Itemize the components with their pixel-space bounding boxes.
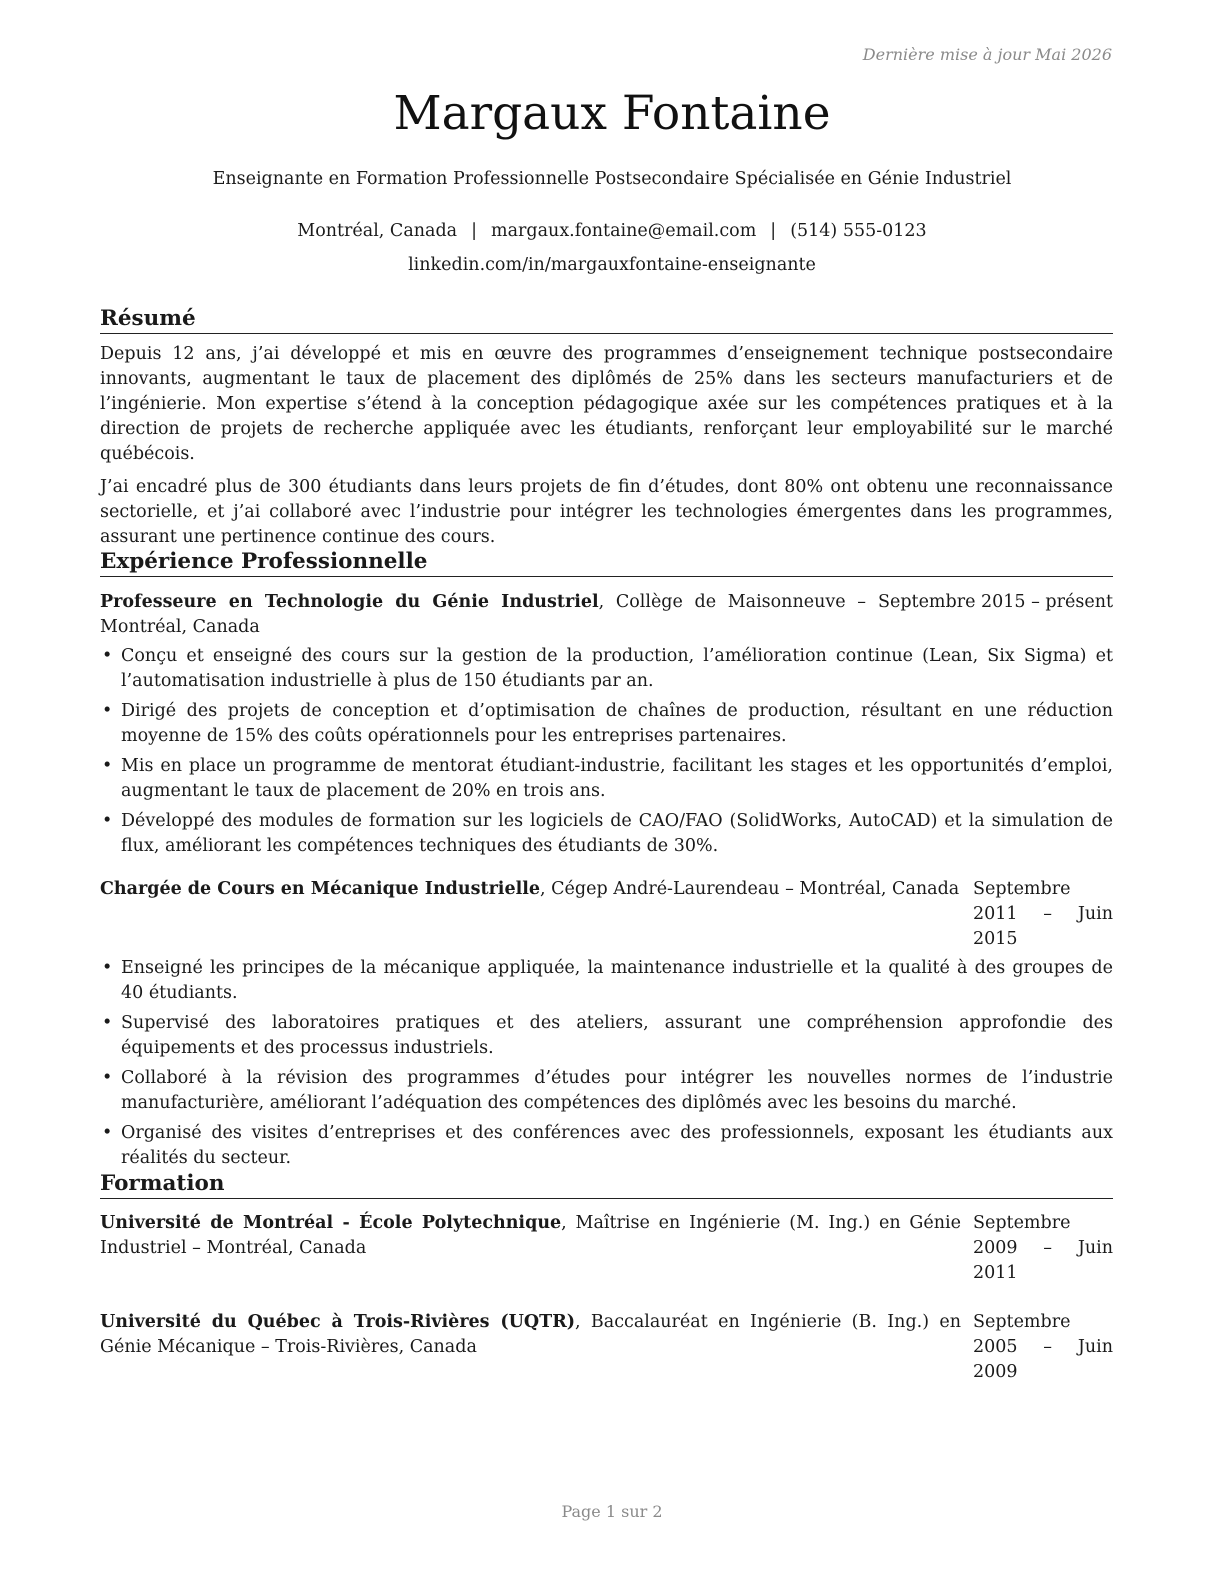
job-entry [100, 877, 1113, 1171]
summary-paragraph: Depuis 12 ans, j’ai développé et mis en œuvre des programmes d’enseignement technique postsecondaire innovants, augmentant le taux de placement des diplômés de 25% dans les secteurs manufacturiers et de l’ingénierie. Mon expertise s’étend à la conception pédagogique axée sur les compétences pratiques et à la direction de projets de recherche appliquée avec les étudiants, renforçant leur employabilité sur le marché québécois. [100, 344, 1113, 464]
bullet-icon: • [102, 1123, 113, 1143]
bullet-text: Collaboré à la révision des programmes d’études pour intégrer les nouvelles normes de l’industrie manufacturière, améliorant l’adéquation des compétences des diplômés avec les besoins du marché. [121, 1068, 1113, 1113]
degree: , Maîtrise en Ingénierie (M. Ing.) en Génie Industriel – Montréal, Canada [100, 1213, 961, 1258]
education-entry [100, 1310, 1113, 1385]
page-number: Page 1 sur 2 [561, 1502, 663, 1521]
list-item [100, 956, 1113, 1006]
education-dates: Septembre 2009 – Juin 2011 [973, 1213, 1113, 1283]
job-title-line [100, 590, 878, 640]
list-item [100, 1121, 1113, 1171]
section-title-education: Formation [100, 1170, 1113, 1199]
job-header [100, 590, 1113, 640]
section-title-experience: Expérience Professionnelle [100, 548, 1113, 577]
bullet-text: Dirigé des projets de conception et d’optimisation de chaînes de production, résultant en une réduction moyenne de 15% des coûts opérationnels pour les entreprises partenaires. [121, 701, 1113, 746]
job-org: , Cégep André-Laurendeau – Montréal, Canada [540, 879, 960, 899]
tagline: Enseignante en Formation Professionnelle Postsecondaire Spécialisée en Génie Industriel [212, 169, 1012, 189]
bullet-icon: • [102, 1013, 113, 1033]
job-role: Chargée de Cours en Mécanique Industrielle [100, 879, 541, 899]
job-role: Professeure en Technologie du Génie Industriel [100, 592, 599, 612]
education-entry [100, 1211, 1113, 1286]
summary-section [100, 305, 1113, 550]
email-link[interactable]: margaux.fontaine@email.com [491, 221, 757, 241]
bullet-text: Supervisé des laboratoires pratiques et des ateliers, assurant une compréhension approfondie des équipements et des processus industriels. [121, 1013, 1113, 1058]
degree: , Baccalauréat en Ingénierie (B. Ing.) en Génie Mécanique – Trois-Rivières, Canada [100, 1312, 961, 1357]
bullet-text: Enseigné les principes de la mécanique appliquée, la maintenance industrielle et la qualité à des groupes de 40 étudiants. [121, 958, 1113, 1003]
list-item [100, 1011, 1113, 1061]
job-bullets [100, 644, 1113, 859]
job-dates: Septembre 2015 – présent [878, 592, 1113, 612]
education-title-line [100, 1211, 973, 1261]
list-item [100, 699, 1113, 749]
experience-section [100, 548, 1113, 1176]
contact-line [0, 218, 1224, 244]
summary-paragraph: J’ai encadré plus de 300 étudiants dans leurs projets de fin d’études, dont 80% ont obtenu une reconnaissance sectorielle, et j’ai collaboré avec l’industrie pour intégrer les technologies émergentes dans les programmes, assurant une pertinence continue des cours. [100, 477, 1113, 547]
linkedin-link[interactable]: linkedin.com/in/margauxfontaine-enseignante [408, 255, 816, 275]
bullet-text: Organisé des visites d’entreprises et des conférences avec des professionnels, exposant les étudiants aux réalités du secteur. [121, 1123, 1113, 1168]
section-title-summary: Résumé [100, 305, 1113, 334]
contact-separator: | [471, 221, 478, 241]
phone-number: (514) 555-0123 [790, 221, 927, 241]
list-item [100, 754, 1113, 804]
job-dates: Septembre 2011 – Juin 2015 [973, 879, 1113, 949]
job-org: , Collège de Maisonneuve – Montréal, Canada [100, 592, 866, 637]
bullet-text: Développé des modules de formation sur les logiciels de CAO/FAO (SolidWorks, AutoCAD) et la simulation de flux, améliorant les compétences techniques des étudiants de 30%. [121, 811, 1113, 856]
contact-separator: | [770, 221, 777, 241]
list-item [100, 1066, 1113, 1116]
job-bullets [100, 956, 1113, 1171]
last-updated: Dernière mise à jour Mai 2026 [862, 45, 1112, 64]
job-header [100, 877, 1113, 952]
school-name: Université du Québec à Trois-Rivières (UQTR) [100, 1312, 576, 1332]
education-section [100, 1170, 1113, 1385]
list-item [100, 809, 1113, 859]
education-title-line [100, 1310, 973, 1360]
bullet-icon: • [102, 646, 113, 666]
education-dates: Septembre 2005 – Juin 2009 [973, 1312, 1113, 1382]
job-entry [100, 590, 1113, 859]
list-item [100, 644, 1113, 694]
bullet-text: Mis en place un programme de mentorat étudiant-industrie, facilitant les stages et les opportunités d’emploi, augmentant le taux de placement de 20% en trois ans. [121, 756, 1113, 801]
candidate-name: Margaux Fontaine [393, 86, 831, 141]
job-title-line [100, 877, 973, 902]
bullet-text: Conçu et enseigné des cours sur la gestion de la production, l’amélioration continue (Lean, Six Sigma) et l’automatisation industrielle à plus de 150 étudiants par an. [121, 646, 1113, 691]
bullet-icon: • [102, 1068, 113, 1088]
school-name: Université de Montréal - École Polytechnique [100, 1213, 562, 1233]
location: Montréal, Canada [297, 221, 458, 241]
bullet-icon: • [102, 811, 113, 831]
bullet-icon: • [102, 756, 113, 776]
bullet-icon: • [102, 701, 113, 721]
bullet-icon: • [102, 958, 113, 978]
